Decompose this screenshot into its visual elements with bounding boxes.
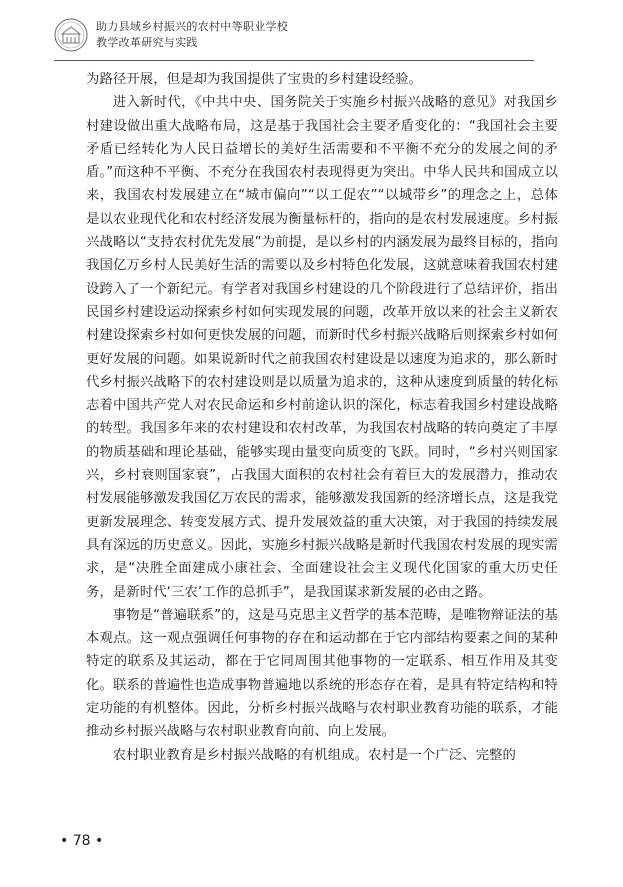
paragraph-universal-connection: 事物是“普遍联系”的，这是马克思主义哲学的基本范畴，是唯物辩证法的基本观点。这一观点强调任何事物的存在和运动都在于它内部结构要素之间的某种特定的联系及其运动，都在于它同周围其他事物的一定联系、相互作用及其变化。联系的普遍性也造成事物普遍地以系统的形态存在着，是具有特定结构和特定功能的有机整体。因此，分析乡村振兴战略与农村职业教育功能的联系，才能推动乡村振兴战略与农村职业教育向前、向上发展。	[86, 607, 558, 740]
header-title-line-2: 教学改革研究与实践	[96, 36, 198, 49]
running-header	[54, 14, 584, 58]
school-logo-icon	[54, 18, 88, 52]
page-number: • 78 •	[60, 833, 104, 849]
body-text	[86, 68, 558, 767]
paragraph-vocational-education: 农村职业教育是乡村振兴战略的有机组成。农村是一个广泛、完整的	[112, 747, 517, 763]
header-title-block	[96, 19, 288, 51]
paragraph-continued: 为路径开展，但是却为我国提供了宝贵的乡村建设经验。	[86, 72, 423, 87]
paragraph-new-era: 进入新时代，《中共中央、国务院关于实施乡村振兴战略的意见》对我国乡村建设做出重大战略布局，这是基于我国社会主要矛盾变化的：“我国社会主要矛盾已经转化为人民日益增长的美好生活需要和不平衡不充分的发展之间的矛盾。”而这种不平衡、不充分在我国农村表现得更为突出。中华人民共和国成立以来，我国农村发展建立在“城市偏向”“以工促农”“以城带乡”的理念之上，总体是以农业现代化和农村经济发展为衡量标杆的，指向的是农村发展速度。乡村振兴战略以“支持农村优先发展”为前提，是以乡村的内涵发展为最终目标的，指向我国亿万乡村人民美好生活的需要以及乡村特色化发展，这就意味着我国农村建设跨入了一个新纪元。有学者对我国乡村建设的几个阶段进行了总结评价，指出民国乡村建设运动探索乡村如何实现发展的问题，改革开放以来的社会主义新农村建设探索乡村如何更快发展的问题，而新时代乡村振兴战略后则探索乡村如何更好发展的问题。如果说新时代之前我国农村建设是以速度为追求的，那么新时代乡村振兴战略下的农村建设则是以质量为追求的，这种从速度到质量的转化标志着中国共产党人对农民命运和乡村前途认识的深化，标志着我国乡村建设战略的转型。我国多年来的农村建设和农村改革，为我国农村战略的转向奠定了丰厚的物质基础和理论基础，能够实现由量变向质变的飞跃。同时，“乡村兴则国家兴，乡村衰则国家衰”，占我国大面积的农村社会有着巨大的发展潜力，推动农村发展能够激发我国亿万农民的需求，能够激发我国新的经济增长点，这是我党更新发展理念、转变发展方式、提升发展效益的重大决策，对于我国的持续发展具有深远的历史意义。因此，实施乡村振兴战略是新时代我国农村发展的现实需求，是“决胜全面建成小康社会、全面建设社会主义现代化国家的重大历史任务，是新时代‘三农’工作的总抓手”，是我国谋求新发展的必由之路。	[86, 95, 558, 600]
header-title-line-1: 助力县域乡村振兴的农村中等职业学校	[96, 20, 289, 33]
header-divider	[54, 60, 534, 61]
